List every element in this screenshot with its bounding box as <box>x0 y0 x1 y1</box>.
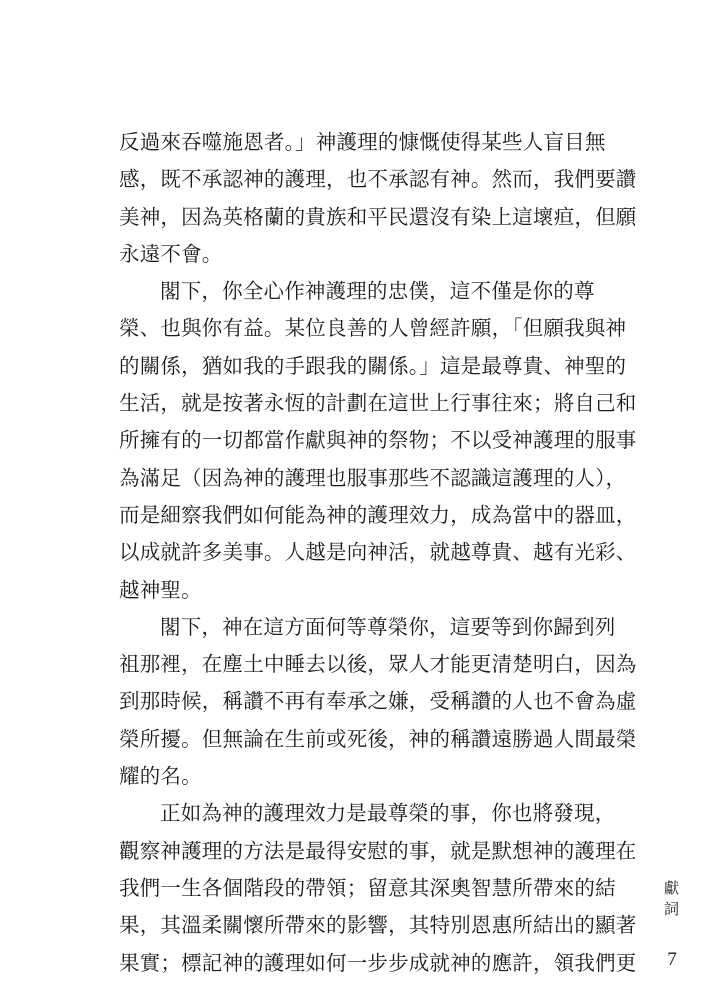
page-number: 7 <box>667 949 677 970</box>
text-line: 生活，就是按著永恆的計劃在這世上行事往來；將自己和 <box>119 391 637 416</box>
text-line: 閣下，你全心作神護理的忠僕，這不僅是你的尊 <box>160 279 595 304</box>
text-line: 的關係，猶如我的手跟我的關係。」這是最尊貴、神聖的 <box>119 353 627 378</box>
text-line: 感，既不承認神的護理，也不承認有神。然而，我們要讚 <box>119 167 637 192</box>
text-line: 正如為神的護理效力是最尊榮的事，你也將發現， <box>160 801 616 826</box>
text-line: 觀察神護理的方法是最得安慰的事，就是默想神的護理在 <box>119 838 637 863</box>
text-line: 越神聖。 <box>119 577 202 602</box>
text-line: 閣下，神在這方面何等尊榮你，這要等到你歸到列 <box>160 614 616 639</box>
text-line: 反過來吞噬施恩者。」神護理的慷慨使得某些人盲目無 <box>119 130 606 154</box>
paragraph-4 <box>119 795 637 981</box>
text-line: 所擁有的一切都當作獻與神的祭物；不以受神護理的服事 <box>119 428 637 453</box>
text-line: 果，其溫柔關懷所帶來的影響，其特別恩惠所結出的顯著 <box>119 913 637 938</box>
text-line: 美神，因為英格蘭的貴族和平民還沒有染上這壞疸，但願 <box>119 204 637 229</box>
text-line: 祖那裡，在塵土中睡去以後，眾人才能更清楚明白，因為 <box>119 652 637 677</box>
text-line: 以成就許多美事。人越是向神活，就越尊貴、越有光彩、 <box>119 540 637 565</box>
text-line: 榮、也與你有益。某位良善的人曾經許願，「但願我與神 <box>119 316 627 341</box>
text-line: 我們一生各個階段的帶領；留意其深奧智慧所帶來的結 <box>119 875 616 900</box>
paragraph-1 <box>119 124 637 273</box>
paragraph-3 <box>119 609 637 795</box>
text-line: 果實；標記神的護理如何一步步成就神的應許，領我們更 <box>119 950 637 975</box>
text-line: 榮所擾。但無論在生前或死後，神的稱讚遠勝過人間最榮 <box>119 726 637 751</box>
text-line: 永遠不會。 <box>119 241 223 266</box>
body-text <box>119 124 637 982</box>
text-line: 到那時候，稱讚不再有奉承之嫌，受稱讚的人也不會為虛 <box>119 689 637 714</box>
paragraph-2 <box>119 273 637 609</box>
text-line: 而是細察我們如何能為神的護理效力，成為當中的器皿， <box>119 502 637 527</box>
text-line: 耀的名。 <box>119 764 202 789</box>
section-label: 獻詞 <box>662 880 680 922</box>
text-line: 為滿足（因為神的護理也服事那些不認識這護理的人）， <box>119 465 627 490</box>
